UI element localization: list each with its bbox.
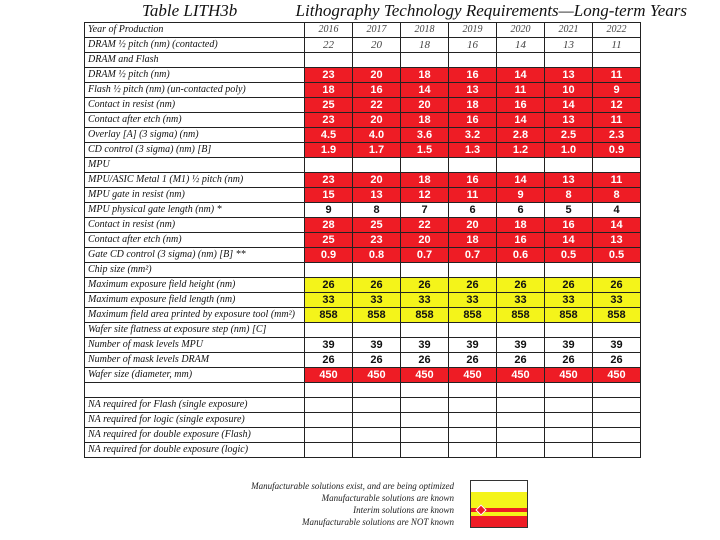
value-cell: 11 <box>497 83 545 98</box>
value-cell <box>449 398 497 413</box>
value-cell <box>593 323 641 338</box>
value-cell: 16 <box>449 68 497 83</box>
value-cell: 11 <box>593 68 641 83</box>
lithography-requirements-table <box>84 22 641 458</box>
row-label: DRAM ½ pitch (nm) <box>85 68 305 83</box>
value-cell: 18 <box>497 218 545 233</box>
value-cell: 8 <box>545 188 593 203</box>
value-cell <box>305 428 353 443</box>
table-row <box>85 188 641 203</box>
value-cell: 26 <box>449 278 497 293</box>
row-label: NA required for double exposure (Flash) <box>85 428 305 443</box>
legend-swatch-white <box>470 480 528 492</box>
value-cell: 23 <box>305 68 353 83</box>
value-cell: 858 <box>449 308 497 323</box>
value-cell <box>305 443 353 458</box>
legend-item <box>180 516 528 528</box>
table-row <box>85 158 641 173</box>
legend-text: Manufacturable solutions are NOT known <box>301 517 454 527</box>
row-label: MPU gate in resist (nm) <box>85 188 305 203</box>
value-cell: 33 <box>401 293 449 308</box>
value-cell: 23 <box>305 113 353 128</box>
value-cell: 2.8 <box>497 128 545 143</box>
value-cell <box>401 398 449 413</box>
value-cell: 26 <box>593 353 641 368</box>
value-cell <box>545 428 593 443</box>
value-cell: 13 <box>545 68 593 83</box>
value-cell: 858 <box>401 308 449 323</box>
legend-text: Manufacturable solutions exist, and are being optimized <box>251 481 454 491</box>
value-cell: 20 <box>353 38 401 53</box>
value-cell <box>353 413 401 428</box>
legend-swatch-yellow <box>470 492 528 504</box>
table-row <box>85 443 641 458</box>
value-cell: 11 <box>593 173 641 188</box>
row-label: NA required for Flash (single exposure) <box>85 398 305 413</box>
row-label: DRAM ½ pitch (nm) (contacted) <box>85 38 305 53</box>
value-cell: 20 <box>449 218 497 233</box>
value-cell: 450 <box>545 368 593 383</box>
value-cell: 6 <box>497 203 545 218</box>
value-cell: 26 <box>305 278 353 293</box>
value-cell: 0.9 <box>593 143 641 158</box>
value-cell: 33 <box>353 293 401 308</box>
value-cell: 5 <box>545 203 593 218</box>
row-label: Flash ½ pitch (nm) (un-contacted poly) <box>85 83 305 98</box>
row-label: MPU/ASIC Metal 1 (M1) ½ pitch (nm) <box>85 173 305 188</box>
value-cell <box>497 413 545 428</box>
row-label: Contact after etch (nm) <box>85 233 305 248</box>
value-cell: 0.7 <box>401 248 449 263</box>
value-cell: 28 <box>305 218 353 233</box>
value-cell: 39 <box>593 338 641 353</box>
value-cell: 10 <box>545 83 593 98</box>
table-row <box>85 368 641 383</box>
legend-swatch-red <box>470 516 528 528</box>
legend-text: Interim solutions are known <box>353 505 454 515</box>
value-cell <box>545 398 593 413</box>
table-row <box>85 278 641 293</box>
value-cell: 39 <box>497 338 545 353</box>
value-cell <box>593 428 641 443</box>
row-label: MPU physical gate length (nm) * <box>85 203 305 218</box>
table-row <box>85 413 641 428</box>
value-cell <box>401 383 449 398</box>
value-cell: 4.0 <box>353 128 401 143</box>
value-cell: 8 <box>353 203 401 218</box>
table-row <box>85 383 641 398</box>
row-label: Gate CD control (3 sigma) (nm) [B] ** <box>85 248 305 263</box>
value-cell: 18 <box>401 113 449 128</box>
value-cell: 0.8 <box>353 248 401 263</box>
legend-item <box>180 504 528 516</box>
value-cell <box>353 428 401 443</box>
value-cell: 33 <box>305 293 353 308</box>
value-cell: 14 <box>545 233 593 248</box>
row-label <box>85 383 305 398</box>
value-cell: 14 <box>497 38 545 53</box>
row-label: Contact after etch (nm) <box>85 113 305 128</box>
value-cell <box>401 428 449 443</box>
value-cell: 0.7 <box>449 248 497 263</box>
value-cell: 33 <box>449 293 497 308</box>
value-cell: 25 <box>305 233 353 248</box>
value-cell <box>401 443 449 458</box>
legend-swatch-interim <box>470 504 528 516</box>
value-cell: 858 <box>593 308 641 323</box>
value-cell: 13 <box>545 113 593 128</box>
legend <box>180 480 528 528</box>
value-cell: 3.6 <box>401 128 449 143</box>
value-cell: 33 <box>545 293 593 308</box>
value-cell: 9 <box>305 203 353 218</box>
table-row <box>85 38 641 53</box>
value-cell: 26 <box>593 278 641 293</box>
value-cell: 18 <box>401 68 449 83</box>
row-label: Wafer size (diameter, mm) <box>85 368 305 383</box>
year-cell: 2022 <box>593 23 641 38</box>
value-cell: 26 <box>545 353 593 368</box>
value-cell: 22 <box>353 98 401 113</box>
table-row <box>85 68 641 83</box>
value-cell: 450 <box>497 368 545 383</box>
value-cell: 1.2 <box>497 143 545 158</box>
value-cell: 16 <box>497 98 545 113</box>
value-cell: 39 <box>545 338 593 353</box>
value-cell: 20 <box>401 98 449 113</box>
row-label: Maximum field area printed by exposure tool (mm²) <box>85 308 305 323</box>
value-cell: 1.7 <box>353 143 401 158</box>
value-cell: 0.6 <box>497 248 545 263</box>
value-cell: 26 <box>353 353 401 368</box>
value-cell: 4 <box>593 203 641 218</box>
value-cell: 25 <box>305 98 353 113</box>
legend-text: Manufacturable solutions are known <box>321 493 454 503</box>
value-cell: 11 <box>593 113 641 128</box>
value-cell: 16 <box>449 38 497 53</box>
value-cell <box>305 323 353 338</box>
year-cell: 2018 <box>401 23 449 38</box>
value-cell: 18 <box>449 233 497 248</box>
table-row <box>85 113 641 128</box>
value-cell: 16 <box>449 173 497 188</box>
value-cell: 4.5 <box>305 128 353 143</box>
table-row <box>85 323 641 338</box>
value-cell: 33 <box>497 293 545 308</box>
value-cell: 1.9 <box>305 143 353 158</box>
row-label: Maximum exposure field length (nm) <box>85 293 305 308</box>
table-row <box>85 173 641 188</box>
value-cell <box>545 383 593 398</box>
value-cell: 23 <box>353 233 401 248</box>
value-cell: 13 <box>593 233 641 248</box>
value-cell: 6 <box>449 203 497 218</box>
value-cell: 0.9 <box>305 248 353 263</box>
value-cell: 20 <box>353 113 401 128</box>
value-cell <box>449 53 497 68</box>
value-cell: 26 <box>401 353 449 368</box>
value-cell <box>593 443 641 458</box>
value-cell <box>449 428 497 443</box>
value-cell: 13 <box>353 188 401 203</box>
value-cell <box>401 158 449 173</box>
value-cell: 858 <box>305 308 353 323</box>
value-cell <box>353 383 401 398</box>
header-label: Year of Production <box>85 23 305 38</box>
table-row <box>85 263 641 278</box>
value-cell <box>545 443 593 458</box>
value-cell: 858 <box>497 308 545 323</box>
value-cell: 14 <box>593 218 641 233</box>
value-cell <box>593 383 641 398</box>
value-cell: 26 <box>497 278 545 293</box>
value-cell: 15 <box>305 188 353 203</box>
value-cell: 20 <box>353 173 401 188</box>
value-cell <box>305 398 353 413</box>
table-row <box>85 398 641 413</box>
value-cell: 11 <box>593 38 641 53</box>
value-cell: 13 <box>449 83 497 98</box>
value-cell: 3.2 <box>449 128 497 143</box>
value-cell <box>497 398 545 413</box>
value-cell: 14 <box>497 173 545 188</box>
value-cell <box>497 443 545 458</box>
value-cell: 16 <box>545 218 593 233</box>
value-cell <box>305 158 353 173</box>
value-cell: 2.5 <box>545 128 593 143</box>
table-row <box>85 353 641 368</box>
value-cell <box>305 413 353 428</box>
value-cell <box>449 413 497 428</box>
row-label: DRAM and Flash <box>85 53 305 68</box>
value-cell <box>593 263 641 278</box>
value-cell: 26 <box>305 353 353 368</box>
value-cell <box>305 383 353 398</box>
value-cell <box>353 158 401 173</box>
value-cell <box>305 53 353 68</box>
value-cell: 450 <box>353 368 401 383</box>
value-cell: 16 <box>449 113 497 128</box>
legend-item <box>180 492 528 504</box>
value-cell <box>353 323 401 338</box>
value-cell: 23 <box>305 173 353 188</box>
value-cell <box>545 53 593 68</box>
value-cell <box>593 413 641 428</box>
value-cell: 7 <box>401 203 449 218</box>
table-row <box>85 53 641 68</box>
table-row <box>85 128 641 143</box>
value-cell: 22 <box>401 218 449 233</box>
value-cell: 16 <box>353 83 401 98</box>
value-cell <box>449 158 497 173</box>
value-cell: 2.3 <box>593 128 641 143</box>
year-cell: 2019 <box>449 23 497 38</box>
row-label: Wafer site flatness at exposure step (nm) [C] <box>85 323 305 338</box>
value-cell: 39 <box>353 338 401 353</box>
value-cell: 25 <box>353 218 401 233</box>
table-name: Table LITH3b <box>142 1 238 20</box>
value-cell: 9 <box>497 188 545 203</box>
row-label: Number of mask levels MPU <box>85 338 305 353</box>
value-cell: 450 <box>401 368 449 383</box>
table-subtitle: Lithography Technology Requirements—Long-term Years <box>295 1 687 20</box>
row-label: Contact in resist (nm) <box>85 98 305 113</box>
value-cell: 8 <box>593 188 641 203</box>
table-row <box>85 218 641 233</box>
table-row <box>85 248 641 263</box>
value-cell: 26 <box>497 353 545 368</box>
value-cell: 0.5 <box>593 248 641 263</box>
year-cell: 2020 <box>497 23 545 38</box>
value-cell: 26 <box>401 278 449 293</box>
value-cell <box>497 323 545 338</box>
value-cell: 14 <box>545 98 593 113</box>
table-row <box>85 428 641 443</box>
legend-item <box>180 480 528 492</box>
value-cell: 14 <box>401 83 449 98</box>
table-row <box>85 98 641 113</box>
value-cell: 1.3 <box>449 143 497 158</box>
value-cell: 0.5 <box>545 248 593 263</box>
value-cell: 450 <box>305 368 353 383</box>
table-title <box>142 1 687 21</box>
value-cell: 18 <box>305 83 353 98</box>
value-cell: 12 <box>401 188 449 203</box>
value-cell: 26 <box>545 278 593 293</box>
value-cell: 1.0 <box>545 143 593 158</box>
value-cell: 12 <box>593 98 641 113</box>
table-row <box>85 143 641 158</box>
value-cell <box>401 413 449 428</box>
value-cell <box>545 158 593 173</box>
value-cell: 22 <box>305 38 353 53</box>
row-label: Chip size (mm²) <box>85 263 305 278</box>
value-cell: 14 <box>497 113 545 128</box>
value-cell: 450 <box>449 368 497 383</box>
value-cell <box>449 443 497 458</box>
header-row <box>85 23 641 38</box>
value-cell <box>497 53 545 68</box>
value-cell: 858 <box>353 308 401 323</box>
value-cell: 39 <box>305 338 353 353</box>
value-cell <box>593 158 641 173</box>
value-cell <box>353 443 401 458</box>
value-cell <box>497 428 545 443</box>
value-cell: 18 <box>401 173 449 188</box>
row-label: NA required for logic (single exposure) <box>85 413 305 428</box>
value-cell <box>545 323 593 338</box>
table-row <box>85 308 641 323</box>
value-cell <box>593 398 641 413</box>
year-cell: 2021 <box>545 23 593 38</box>
value-cell <box>497 383 545 398</box>
value-cell: 13 <box>545 38 593 53</box>
value-cell <box>401 323 449 338</box>
value-cell: 20 <box>401 233 449 248</box>
value-cell: 26 <box>353 278 401 293</box>
value-cell: 18 <box>449 98 497 113</box>
value-cell: 16 <box>497 233 545 248</box>
value-cell <box>401 263 449 278</box>
value-cell <box>593 53 641 68</box>
value-cell <box>497 158 545 173</box>
row-label: CD control (3 sigma) (nm) [B] <box>85 143 305 158</box>
row-label: Number of mask levels DRAM <box>85 353 305 368</box>
value-cell: 13 <box>545 173 593 188</box>
value-cell <box>401 53 449 68</box>
value-cell: 14 <box>497 68 545 83</box>
value-cell <box>353 263 401 278</box>
value-cell <box>449 263 497 278</box>
value-cell: 858 <box>545 308 593 323</box>
value-cell: 20 <box>353 68 401 83</box>
row-label: NA required for double exposure (logic) <box>85 443 305 458</box>
table-row <box>85 338 641 353</box>
value-cell <box>449 383 497 398</box>
value-cell <box>449 323 497 338</box>
year-cell: 2016 <box>305 23 353 38</box>
table-row <box>85 83 641 98</box>
value-cell: 18 <box>401 38 449 53</box>
value-cell: 1.5 <box>401 143 449 158</box>
row-label: Maximum exposure field height (nm) <box>85 278 305 293</box>
year-cell: 2017 <box>353 23 401 38</box>
row-label: Contact in resist (nm) <box>85 218 305 233</box>
row-label: Overlay [A] (3 sigma) (nm) <box>85 128 305 143</box>
value-cell <box>353 53 401 68</box>
diamond-icon <box>475 504 486 515</box>
value-cell <box>305 263 353 278</box>
value-cell <box>545 263 593 278</box>
value-cell: 450 <box>593 368 641 383</box>
row-label: MPU <box>85 158 305 173</box>
table-row <box>85 203 641 218</box>
table-row <box>85 233 641 248</box>
value-cell: 33 <box>593 293 641 308</box>
table-row <box>85 293 641 308</box>
value-cell: 39 <box>449 338 497 353</box>
value-cell: 39 <box>401 338 449 353</box>
value-cell: 26 <box>449 353 497 368</box>
value-cell <box>353 398 401 413</box>
value-cell: 9 <box>593 83 641 98</box>
value-cell <box>497 263 545 278</box>
value-cell: 11 <box>449 188 497 203</box>
value-cell <box>545 413 593 428</box>
